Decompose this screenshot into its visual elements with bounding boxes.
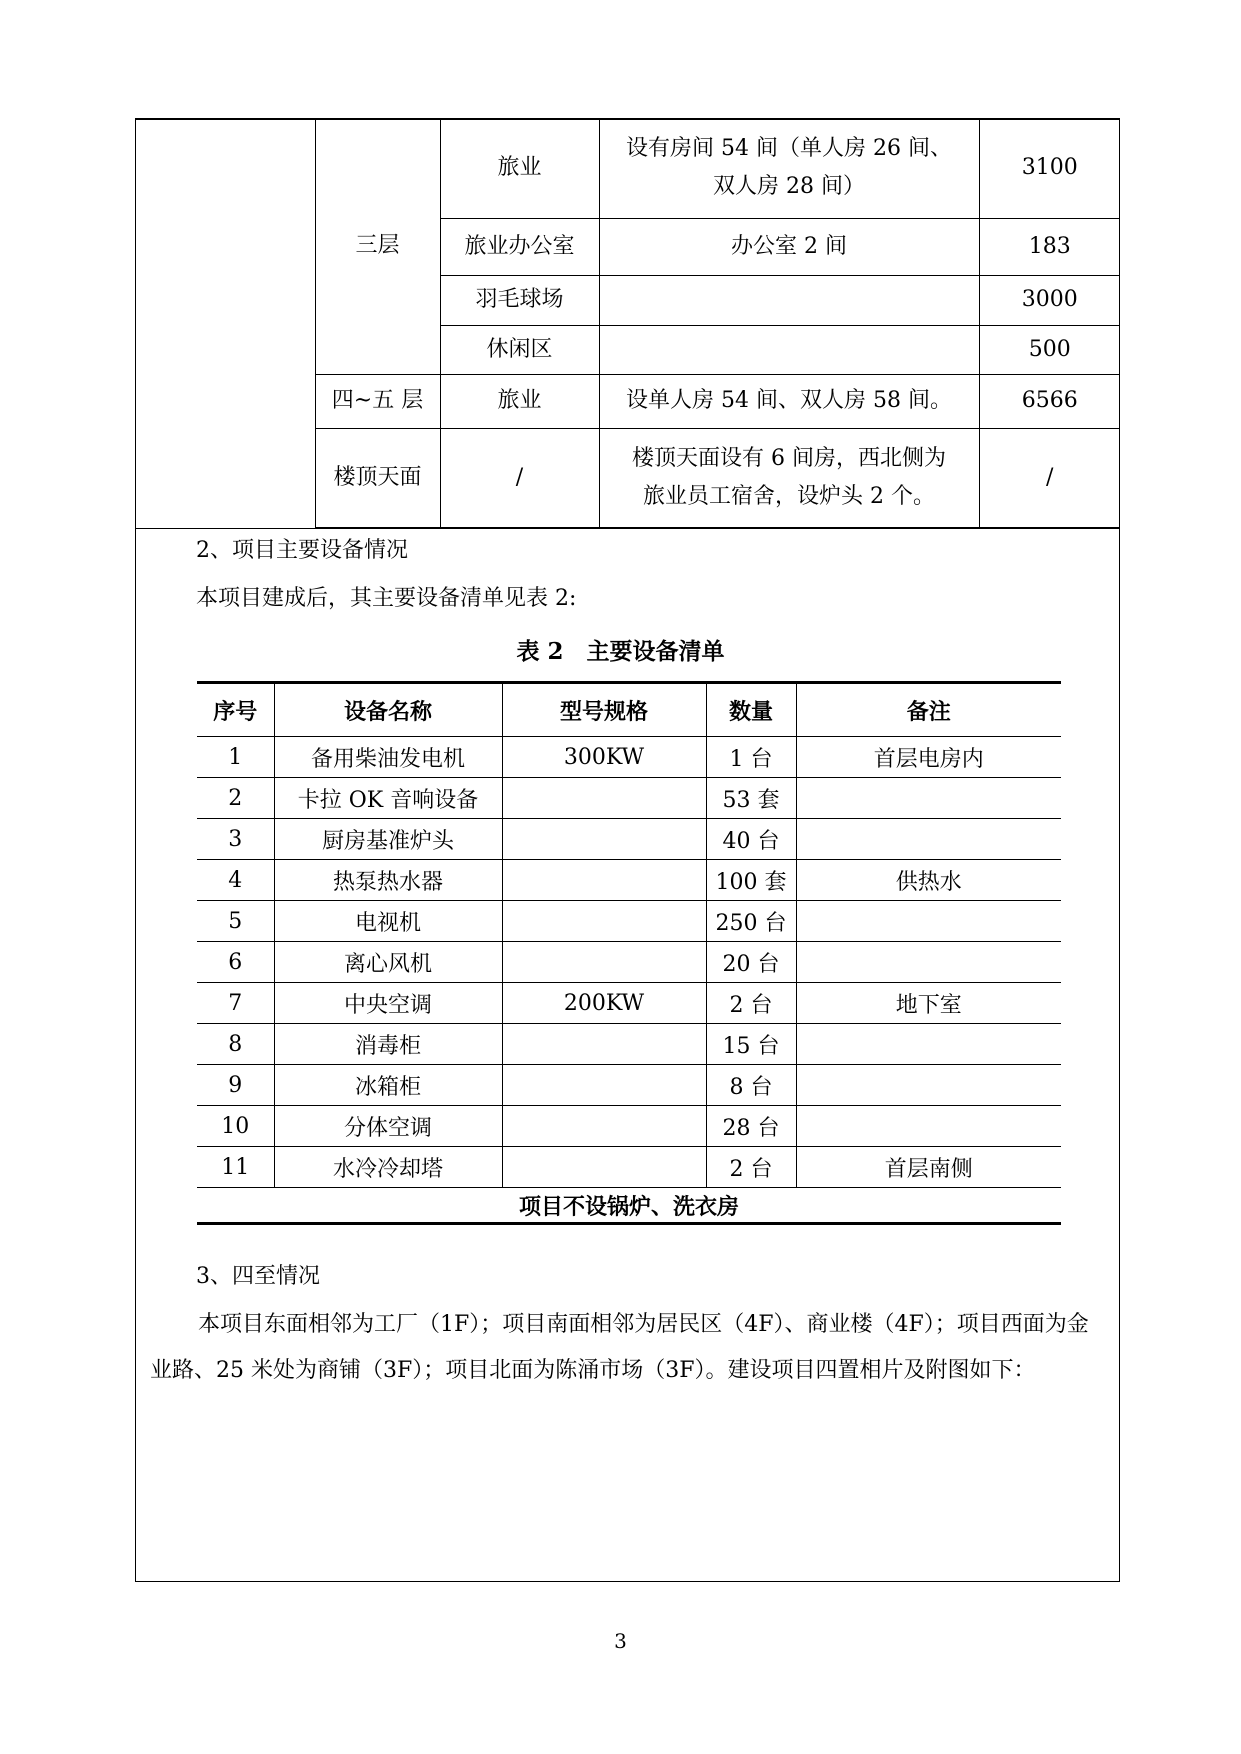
section2-intro: 本项目建成后，其主要设备清单见表 2: bbox=[196, 586, 577, 611]
table-cell: 2 台 bbox=[706, 1147, 796, 1188]
table-cell: 5 bbox=[197, 901, 274, 942]
table-cell: 水冷冷却塔 bbox=[274, 1147, 502, 1188]
table-cell: 300KW bbox=[502, 737, 706, 778]
table-row bbox=[197, 819, 1061, 860]
section3-body: 本项目东面相邻为工厂（1F）；项目南面相邻为居民区（4F）、商业楼（4F）；项目西面为金业路、25 米处为商铺（3F）；项目北面为陈涌市场（3F）。建设项目四置相片及附图如下： bbox=[150, 1312, 1089, 1383]
table-cell bbox=[502, 1147, 706, 1188]
table-cell: 8 台 bbox=[706, 1065, 796, 1106]
table-cell: 1 bbox=[197, 737, 274, 778]
table-row bbox=[197, 1065, 1061, 1106]
desc-cell bbox=[599, 275, 979, 325]
table-cell bbox=[502, 819, 706, 860]
use-cell: 羽毛球场 bbox=[440, 275, 599, 325]
col-header: 型号规格 bbox=[502, 683, 706, 737]
area-cell: 183 bbox=[979, 218, 1120, 275]
table-footer-row bbox=[197, 1188, 1061, 1224]
table-row bbox=[197, 1024, 1061, 1065]
table-row bbox=[197, 1106, 1061, 1147]
table-cell: 首层电房内 bbox=[796, 737, 1061, 778]
table-cell: 离心风机 bbox=[274, 942, 502, 983]
table-cell bbox=[796, 819, 1061, 860]
table-cell: 20 台 bbox=[706, 942, 796, 983]
table-cell bbox=[502, 860, 706, 901]
table-cell: 消毒柜 bbox=[274, 1024, 502, 1065]
desc-line: 旅业员工宿舍，设炉头 2 个。 bbox=[643, 483, 935, 509]
use-cell: 旅业 bbox=[440, 118, 599, 218]
table-cell: 2 台 bbox=[706, 983, 796, 1024]
area-cell: / bbox=[979, 428, 1120, 528]
table-cell bbox=[502, 1024, 706, 1065]
table-cell: 备用柴油发电机 bbox=[274, 737, 502, 778]
table-cell: 53 套 bbox=[706, 778, 796, 819]
table-cell bbox=[796, 778, 1061, 819]
table-cell: 6 bbox=[197, 942, 274, 983]
table-cell: 厨房基准炉头 bbox=[274, 819, 502, 860]
area-cell: 3100 bbox=[979, 118, 1120, 218]
table-cell: 200KW bbox=[502, 983, 706, 1024]
table-cell bbox=[502, 942, 706, 983]
use-cell: 旅业办公室 bbox=[440, 218, 599, 275]
use-cell: 旅业 bbox=[440, 374, 599, 428]
table-cell: 4 bbox=[197, 860, 274, 901]
table-cell bbox=[502, 1106, 706, 1147]
table-cell: 7 bbox=[197, 983, 274, 1024]
col-header: 备注 bbox=[796, 683, 1061, 737]
project-cell bbox=[135, 118, 315, 528]
table-cell: 热泵热水器 bbox=[274, 860, 502, 901]
table-cell: 9 bbox=[197, 1065, 274, 1106]
table-cell: 40 台 bbox=[706, 819, 796, 860]
table-cell: 2 bbox=[197, 778, 274, 819]
table-cell bbox=[796, 1106, 1061, 1147]
floor-usage-table bbox=[135, 118, 1120, 529]
table-cell: 中央空调 bbox=[274, 983, 502, 1024]
table-row bbox=[197, 901, 1061, 942]
footer-note: 项目不设锅炉、洗衣房 bbox=[197, 1188, 1061, 1224]
table-cell bbox=[502, 778, 706, 819]
col-header: 序号 bbox=[197, 683, 274, 737]
table-header-row bbox=[197, 683, 1061, 737]
table-cell: 10 bbox=[197, 1106, 274, 1147]
desc-line: 楼顶天面设有 6 间房，西北侧为 bbox=[632, 445, 946, 471]
col-header: 设备名称 bbox=[274, 683, 502, 737]
table-row bbox=[197, 1147, 1061, 1188]
table-cell: 250 台 bbox=[706, 901, 796, 942]
table-cell: 11 bbox=[197, 1147, 274, 1188]
table-cell: 分体空调 bbox=[274, 1106, 502, 1147]
table-cell: 3 bbox=[197, 819, 274, 860]
col-header: 数量 bbox=[706, 683, 796, 737]
desc-cell: 办公室 2 间 bbox=[599, 218, 979, 275]
section2-heading: 2、项目主要设备情况 bbox=[196, 538, 408, 563]
floor-cell: 楼顶天面 bbox=[315, 428, 440, 528]
area-cell: 6566 bbox=[979, 374, 1120, 428]
desc-line: 双人房 28 间） bbox=[713, 173, 865, 199]
desc-cell bbox=[599, 325, 979, 374]
table-row bbox=[197, 737, 1061, 778]
desc-cell: 设单人房 54 间、双人房 58 间。 bbox=[599, 374, 979, 428]
table-cell: 供热水 bbox=[796, 860, 1061, 901]
area-cell: 500 bbox=[979, 325, 1120, 374]
table-cell: 15 台 bbox=[706, 1024, 796, 1065]
table-cell bbox=[796, 901, 1061, 942]
table-cell: 100 套 bbox=[706, 860, 796, 901]
table-cell bbox=[502, 901, 706, 942]
table-cell bbox=[796, 942, 1061, 983]
use-cell: 休闲区 bbox=[440, 325, 599, 374]
section3-heading: 3、四至情况 bbox=[196, 1264, 320, 1289]
table-cell bbox=[796, 1024, 1061, 1065]
area-cell: 3000 bbox=[979, 275, 1120, 325]
page-number: 3 bbox=[614, 1629, 627, 1653]
table-cell bbox=[502, 1065, 706, 1106]
table-cell: 电视机 bbox=[274, 901, 502, 942]
table-cell: 8 bbox=[197, 1024, 274, 1065]
table-cell: 首层南侧 bbox=[796, 1147, 1061, 1188]
table-row bbox=[197, 942, 1061, 983]
table-row bbox=[197, 778, 1061, 819]
table-cell bbox=[796, 1065, 1061, 1106]
table-cell: 卡拉 OK 音响设备 bbox=[274, 778, 502, 819]
table-title: 表 2 主要设备清单 bbox=[516, 638, 725, 665]
use-cell: / bbox=[440, 428, 599, 528]
desc-cell bbox=[599, 118, 979, 218]
table-cell: 28 台 bbox=[706, 1106, 796, 1147]
table-cell: 1 台 bbox=[706, 737, 796, 778]
table-row bbox=[197, 860, 1061, 901]
floor-cell: 三层 bbox=[315, 118, 440, 374]
equipment-table bbox=[197, 681, 1061, 1225]
table-cell: 地下室 bbox=[796, 983, 1061, 1024]
desc-cell bbox=[599, 428, 979, 528]
floor-cell: 四~五 层 bbox=[315, 374, 440, 428]
table-row bbox=[197, 983, 1061, 1024]
desc-line: 设有房间 54 间（单人房 26 间、 bbox=[626, 135, 952, 161]
table-cell: 冰箱柜 bbox=[274, 1065, 502, 1106]
